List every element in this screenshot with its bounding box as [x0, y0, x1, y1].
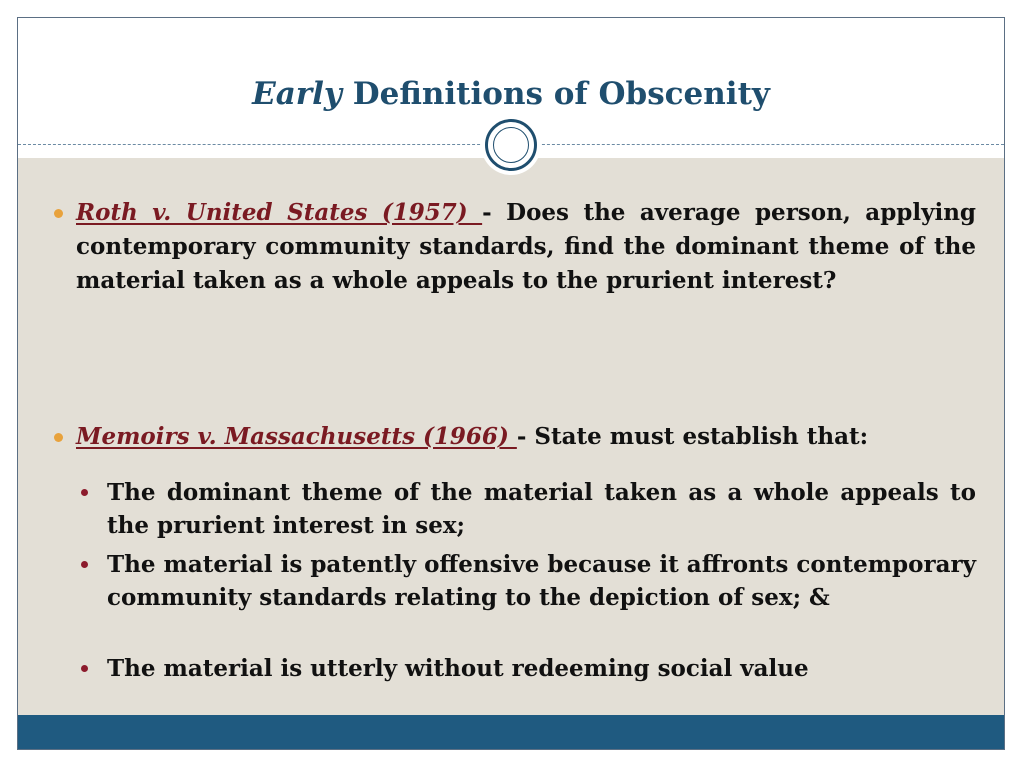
bullet-text-roth: Does the average person, applying contemporary community standards, find the dominant theme of the material taken as a whole appeals to the prurient interest? — [76, 199, 976, 294]
divider-circle-icon — [481, 115, 541, 175]
bullet-separator: - — [482, 199, 492, 226]
sub-bullet-dot-icon — [81, 561, 88, 568]
sub-bullet-dot-icon — [81, 665, 88, 672]
case-memoirs: Memoirs v. Massachusetts (1966) — [76, 423, 517, 450]
bullet-roth — [76, 196, 976, 298]
title-italic-word: Early — [252, 76, 342, 112]
sub-bullet-dot-icon — [81, 489, 88, 496]
case-roth: Roth v. United States (1957) — [76, 199, 483, 226]
circle-ring-inner — [493, 127, 529, 163]
title-text: Definitions of Obscenity — [352, 76, 770, 112]
sub-item — [107, 548, 976, 614]
bullet-dot-icon — [54, 433, 63, 442]
circle-ring — [485, 119, 537, 171]
footer-bar — [18, 715, 1004, 749]
sub-item — [107, 476, 976, 542]
sub-item-text: The material is utterly without redeeming social value — [107, 655, 809, 682]
bullet-separator: - — [516, 423, 527, 450]
bullet-dot-icon — [54, 209, 63, 218]
sub-item-text: The dominant theme of the material taken as a whole appeals to the prurient interest in sex; — [107, 479, 976, 539]
content-area — [18, 158, 1004, 716]
slide — [17, 17, 1005, 750]
bullet-memoirs — [76, 420, 976, 454]
sub-item-text: The material is patently offensive because it affronts contemporary community standards relating to the depiction of sex; & — [107, 551, 976, 611]
bullet-text-memoirs: State must establish that: — [526, 423, 869, 450]
sub-item — [107, 652, 976, 685]
slide-title — [18, 76, 1004, 112]
